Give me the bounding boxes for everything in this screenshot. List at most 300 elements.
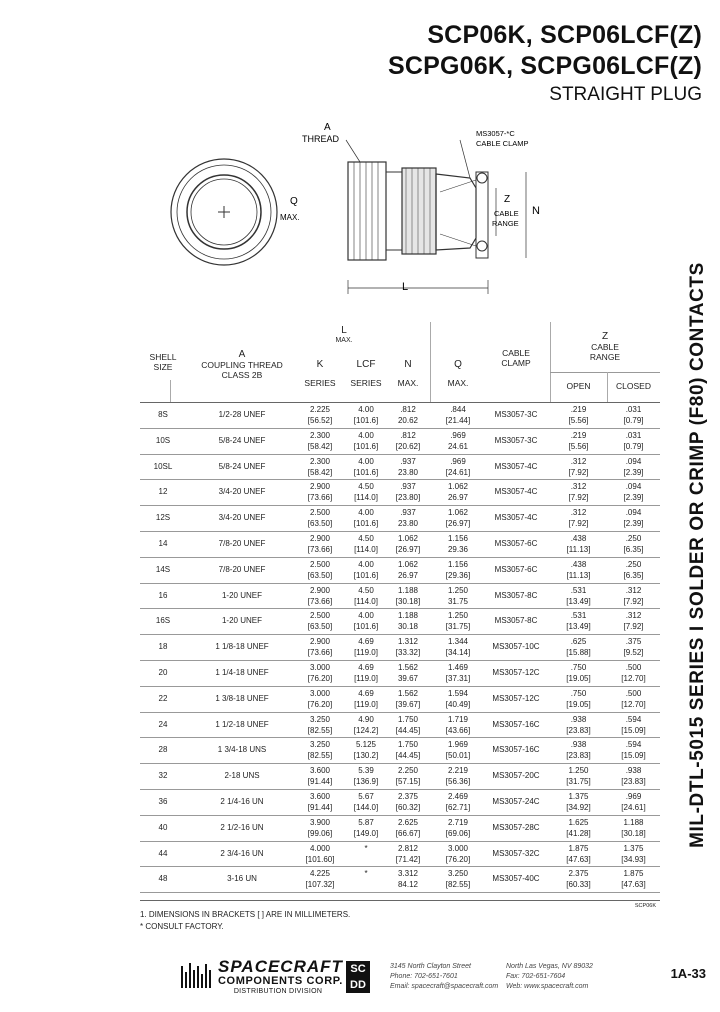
cell-value: [29.36] — [445, 570, 471, 580]
cell-value: [57.15] — [395, 777, 421, 787]
table-cell-thread: 1-20 UNEF — [221, 616, 262, 626]
n-label: N — [532, 205, 540, 217]
cell-value: [47.63] — [566, 854, 591, 864]
cell-value: .812 — [400, 430, 416, 440]
table-cell-c — [607, 662, 660, 684]
cell-value: 1.062 — [447, 482, 469, 492]
cell-value: .375 — [625, 637, 642, 647]
table-cell-o — [550, 636, 607, 658]
cell-value: [24.61] — [445, 467, 471, 477]
cell-value: [34.93] — [621, 854, 646, 864]
cell-value: [6.35] — [623, 570, 644, 580]
q-label: Q — [290, 196, 298, 207]
cell-value: .938 — [570, 740, 587, 750]
cell-value: [63.50] — [307, 570, 333, 580]
table-cell-q — [434, 533, 482, 555]
cell-value: .938 — [570, 714, 587, 724]
cell-value: [31.75] — [566, 777, 591, 787]
cell-value: * — [364, 843, 368, 853]
table-cell-o — [550, 610, 607, 632]
cell-value: 1.250 — [447, 585, 469, 595]
row-divider — [140, 815, 660, 816]
cell-value: [119.0] — [354, 674, 378, 683]
cell-value: .938 — [625, 766, 642, 776]
table-cell-shell: 48 — [158, 874, 168, 884]
cell-value: 4.00 — [358, 430, 374, 440]
cell-value: .531 — [570, 585, 587, 595]
company-corp: COMPONENTS CORP. — [218, 975, 343, 987]
table-cell-thread: 1-20 UNEF — [221, 590, 262, 600]
cell-value: 1.875 — [568, 843, 589, 853]
table-cell-k — [298, 430, 342, 452]
cell-value: 1.562 — [397, 688, 419, 698]
cell-value: [39.67] — [395, 699, 421, 709]
cell-value: [101.6] — [353, 441, 379, 451]
cell-value: 2.900 — [309, 534, 331, 543]
cell-value: [50.01] — [445, 751, 471, 761]
table-cell-c — [607, 765, 660, 787]
cell-value: 1.594 — [447, 688, 469, 698]
table-cell-shell: 16 — [158, 590, 168, 600]
side-view — [348, 162, 488, 260]
row-divider — [140, 634, 660, 635]
table-cell-thread: 5/8-24 UNEF — [218, 461, 266, 471]
cell-value: [26.97] — [395, 545, 421, 554]
table-cell-shell: 44 — [158, 848, 168, 858]
table-cell-q — [434, 456, 482, 478]
table-cell-lcf — [344, 688, 388, 710]
cell-value: 5.39 — [358, 766, 374, 776]
table-cell-q — [434, 507, 482, 529]
table-cell-c — [607, 533, 660, 555]
cell-value: 1.188 — [397, 611, 419, 621]
row-divider — [140, 866, 660, 867]
thread-label: THREAD — [302, 134, 340, 144]
cell-value: [114.0] — [354, 596, 378, 606]
cell-value: .937 — [400, 482, 416, 492]
table-cell-c — [607, 559, 660, 581]
cell-value: [7.92] — [623, 622, 644, 632]
table-cell-shell: 18 — [158, 642, 168, 652]
cell-value: [15.88] — [566, 648, 591, 658]
cell-value: [19.05] — [566, 699, 591, 709]
table-cell-clamp: MS3057-40C — [492, 874, 540, 884]
cell-value: [63.50] — [307, 622, 333, 632]
table-cell-thread: 2 1/2-16 UN — [220, 822, 264, 832]
table-cell-shell: 14S — [155, 564, 171, 574]
table-cell-thread: 7/8-20 UNEF — [218, 564, 266, 574]
cell-value: .031 — [625, 405, 642, 414]
table-cell-thread: 3-16 UN — [227, 874, 257, 884]
table-cell-k — [298, 585, 342, 607]
row-divider — [140, 892, 660, 893]
table-cell-n — [390, 533, 426, 555]
hdr-lcf: LCF SERIES — [350, 359, 382, 388]
cell-value: [114.0] — [354, 493, 378, 503]
table-cell-o — [550, 481, 607, 503]
cell-value: [24.61] — [621, 803, 646, 812]
table-cell-n — [390, 610, 426, 632]
hdr-l: L MAX. — [335, 325, 353, 344]
cell-value: [7.92] — [568, 493, 589, 503]
cell-value: 26.97 — [447, 493, 469, 503]
cell-value: 1.062 — [397, 559, 419, 569]
table-cell-c — [607, 636, 660, 658]
table-cell-n — [390, 843, 426, 865]
table-cell-n — [390, 456, 426, 478]
cell-value: .969 — [450, 456, 466, 466]
table-cell-lcf — [344, 868, 388, 879]
cell-value: [33.32] — [395, 648, 421, 658]
table-cell-lcf — [344, 585, 388, 607]
table-cell-shell: 16S — [155, 616, 171, 626]
row-divider — [140, 583, 660, 584]
cell-value: .219 — [570, 430, 587, 440]
cell-value: 4.90 — [358, 714, 374, 724]
cell-value: 2.300 — [309, 430, 331, 440]
cell-value: [41.28] — [566, 828, 591, 838]
table-cell-o — [550, 739, 607, 761]
table-cell-thread: 2-18 UNS — [224, 771, 260, 781]
cell-value: [13.49] — [566, 622, 591, 632]
row-divider — [140, 428, 660, 429]
table-cell-shell: 14 — [158, 539, 168, 548]
cell-value: 5.125 — [355, 740, 377, 750]
cell-value: [5.56] — [568, 441, 589, 451]
cell-value: 26.97 — [397, 570, 419, 580]
hdr-shell: SHELL SIZE — [149, 352, 177, 372]
spacecraft-logo-icon — [180, 960, 214, 992]
cell-value: 2.375 — [397, 792, 419, 801]
cell-value: [144.0] — [353, 803, 379, 812]
table-cell-clamp: MS3057-12C — [492, 668, 540, 677]
hdr-closed: CLOSED — [616, 381, 651, 391]
cell-value: 3.250 — [309, 740, 331, 750]
row-divider — [140, 686, 660, 687]
cell-value: .531 — [570, 611, 587, 621]
title-block — [388, 20, 702, 108]
table-cell-clamp: MS3057-12C — [492, 693, 540, 703]
cell-value: [12.70] — [621, 674, 646, 683]
table-cell-lcf — [344, 791, 388, 813]
table-cell-k — [298, 481, 342, 503]
cell-value: [30.18] — [621, 828, 646, 838]
cell-value: [12.70] — [621, 699, 646, 709]
front-view — [171, 159, 277, 265]
cell-value: .312 — [570, 456, 587, 466]
cell-value: 2.300 — [309, 456, 331, 466]
table-cell-thread: 5/8-24 UNEF — [218, 435, 266, 445]
table-cell-lcf — [344, 533, 388, 555]
table-cell-clamp: MS3057-10C — [492, 642, 540, 652]
phone-line: Phone: 702-651-7601 — [390, 973, 458, 980]
cell-value: 4.00 — [358, 559, 374, 569]
cell-value: .094 — [625, 508, 642, 518]
cell-value: [114.0] — [354, 545, 378, 554]
table-cell-n — [390, 817, 426, 839]
table-cell-shell: 22 — [158, 693, 168, 703]
table-cell-lcf — [344, 817, 388, 839]
cell-value: 2.812 — [397, 843, 419, 853]
cell-value: 4.00 — [358, 405, 374, 414]
cell-value: 23.80 — [397, 467, 419, 477]
row-divider — [140, 505, 660, 506]
cell-value: 4.69 — [358, 688, 374, 698]
cell-value: [101.6] — [353, 622, 379, 632]
table-cell-shell: 10S — [155, 435, 171, 445]
row-divider — [140, 712, 660, 713]
cell-value: [23.83] — [566, 725, 591, 735]
table-cell-c — [607, 843, 660, 865]
table-cell-n — [390, 739, 426, 761]
cell-value: [101.6] — [353, 570, 379, 580]
cell-value: 20.62 — [397, 416, 419, 425]
cell-value: 1.312 — [397, 637, 419, 647]
table-cell-c — [607, 507, 660, 529]
cell-value: 4.00 — [358, 611, 374, 621]
cell-value: 1.062 — [447, 508, 469, 518]
cell-value: .812 — [400, 405, 416, 414]
cell-value: 2.375 — [568, 869, 589, 879]
table-cell-q — [434, 481, 482, 503]
row-divider — [140, 763, 660, 764]
hdr-q: Q MAX. — [447, 359, 469, 388]
table-cell-shell: 24 — [158, 719, 168, 729]
row-divider — [140, 841, 660, 842]
table-cell-lcf — [344, 662, 388, 684]
cell-value: [21.44] — [445, 416, 471, 425]
table-cell-o — [550, 688, 607, 710]
cell-value: 4.50 — [358, 482, 374, 492]
email-line[interactable]: Email: spacecraft@spacecraft.com — [390, 983, 499, 990]
cell-value: [101.6] — [353, 519, 379, 529]
table-cell-n — [390, 585, 426, 607]
table-cell-lcf — [344, 559, 388, 581]
company-division: DISTRIBUTION DIVISION — [233, 988, 323, 995]
cell-value: 23.80 — [397, 519, 419, 529]
scdd-badge: SC DD — [346, 961, 370, 993]
table-cell-lcf — [344, 430, 388, 452]
cell-value: 4.69 — [358, 637, 374, 647]
table-cell-c — [607, 817, 660, 839]
table-cell-k — [298, 610, 342, 632]
table-cell-lcf — [344, 610, 388, 632]
address-line: 3145 North Clayton Street — [390, 963, 471, 970]
cell-value: .219 — [570, 405, 587, 414]
table-cell-clamp: MS3057-8C — [494, 616, 538, 626]
table-cell-o — [550, 533, 607, 555]
table-cell-shell: 28 — [158, 745, 168, 755]
cell-value: [0.79] — [623, 416, 644, 425]
cell-value: .094 — [625, 482, 642, 492]
table-cell-c — [607, 430, 660, 452]
table-cell-k — [298, 533, 342, 555]
cell-value: .594 — [625, 740, 642, 750]
table-cell-k — [298, 868, 342, 890]
table-cell-o — [550, 817, 607, 839]
cell-value: [119.0] — [354, 648, 378, 658]
note-2: * CONSULT FACTORY. — [140, 922, 224, 931]
table-cell-q — [434, 817, 482, 839]
table-cell-o — [550, 404, 607, 426]
cell-value: 4.50 — [358, 534, 374, 543]
cell-value: 24.61 — [447, 441, 469, 451]
table-cell-q — [434, 662, 482, 684]
cell-value: .500 — [625, 663, 642, 672]
table-cell-n — [390, 404, 426, 426]
cell-value: 1.625 — [568, 817, 589, 827]
sidebar-text: MIL-DTL-5015 SERIES I SOLDER OR CRIMP (F80) CONTACTS — [687, 262, 708, 848]
cell-value: [15.09] — [621, 751, 646, 761]
table-cell-shell: 40 — [158, 822, 168, 832]
table-cell-c — [607, 688, 660, 710]
table-cell-n — [390, 507, 426, 529]
cell-value: [60.33] — [566, 880, 591, 890]
table-cell-lcf — [344, 765, 388, 787]
cable-label: CABLE — [494, 209, 519, 218]
notes — [140, 909, 350, 933]
cell-value: .094 — [625, 456, 642, 466]
table-cell-clamp: MS3057-8C — [494, 590, 538, 600]
table-cell-n — [390, 688, 426, 710]
table-cell-q — [434, 610, 482, 632]
fax-line: Fax: 702-651-7604 — [506, 973, 566, 980]
table-cell-clamp: MS3057-4C — [494, 513, 538, 523]
cell-value: [40.49] — [445, 699, 471, 709]
row-divider — [140, 789, 660, 790]
hdr-k: K SERIES — [304, 359, 336, 388]
table-cell-clamp: MS3057-16C — [492, 745, 540, 755]
cell-value: 1.156 — [447, 559, 469, 569]
cell-value: [76.20] — [307, 699, 333, 709]
clamp-label-2: CABLE CLAMP — [476, 139, 529, 148]
table-cell-o — [550, 585, 607, 607]
row-divider — [140, 737, 660, 738]
table-cell-o — [550, 765, 607, 787]
table-cell-k — [298, 507, 342, 529]
table-cell-o — [550, 714, 607, 736]
cell-value: 1.875 — [623, 869, 644, 879]
cell-value: 4.50 — [358, 585, 374, 595]
cell-value: 5.67 — [358, 792, 374, 801]
table-cell-k — [298, 688, 342, 710]
cell-value: 1.469 — [447, 663, 469, 672]
table-cell-c — [607, 739, 660, 761]
table-cell-clamp: MS3057-4C — [494, 487, 538, 497]
cell-value: [7.92] — [623, 596, 644, 606]
table-cell-clamp: MS3057-3C — [494, 410, 538, 419]
table-cell-thread: 3/4-20 UNEF — [218, 513, 266, 523]
table-cell-o — [550, 843, 607, 865]
cell-value: 4.00 — [358, 456, 374, 466]
cell-value: * — [364, 869, 368, 879]
table-cell-thread: 1 1/2-18 UNEF — [215, 719, 269, 729]
table-cell-c — [607, 714, 660, 736]
cell-value: 3.312 — [397, 869, 419, 879]
cell-value: 2.900 — [309, 585, 331, 595]
cell-value: [76.20] — [445, 854, 471, 864]
table-cell-clamp: MS3057-4C — [494, 461, 538, 471]
cell-value: 39.67 — [397, 674, 419, 683]
table-cell-q — [434, 714, 482, 736]
cell-value: 2.225 — [309, 405, 331, 414]
table-cell-q — [434, 585, 482, 607]
cell-value: [101.6] — [353, 416, 379, 425]
q-max-label: MAX. — [280, 213, 300, 222]
table-cell-thread: 1 1/8-18 UNEF — [215, 642, 269, 652]
row-divider — [140, 531, 660, 532]
cell-value: .969 — [625, 792, 642, 801]
cell-value: [107.32] — [305, 880, 335, 890]
cell-value: [23.83] — [621, 777, 646, 787]
table-cell-clamp: MS3057-3C — [494, 435, 538, 445]
web-line[interactable]: Web: www.spacecraft.com — [506, 983, 589, 990]
cell-value: .625 — [570, 637, 587, 647]
table-cell-lcf — [344, 507, 388, 529]
cell-value: 2.469 — [447, 792, 469, 801]
z-label: Z — [504, 194, 511, 205]
cell-value: .937 — [400, 456, 416, 466]
table-cell-shell: 32 — [158, 771, 168, 781]
table-cell-o — [550, 507, 607, 529]
table-cell-n — [390, 636, 426, 658]
cell-value: [73.66] — [307, 596, 333, 606]
table-cell-k — [298, 559, 342, 581]
cell-value: 2.500 — [309, 508, 331, 518]
cell-value: 30.18 — [397, 622, 419, 632]
cell-value: 2.500 — [309, 559, 331, 569]
cell-value: [69.06] — [445, 828, 471, 838]
cell-value: 1.375 — [623, 843, 644, 853]
row-divider — [140, 557, 660, 558]
cell-value: .594 — [625, 714, 642, 724]
table-cell-k — [298, 739, 342, 761]
range-label: RANGE — [492, 219, 519, 228]
cell-value: [99.06] — [307, 828, 333, 838]
cell-value: 2.900 — [309, 637, 331, 647]
cell-value: [26.97] — [445, 519, 471, 529]
table-cell-n — [390, 481, 426, 503]
cell-value: [6.35] — [623, 545, 644, 554]
table-cell-clamp: MS3057-20C — [492, 771, 540, 781]
cell-value: 3.000 — [309, 688, 331, 698]
cell-value: [23.80] — [395, 493, 421, 503]
table-cell-k — [298, 843, 342, 865]
row-divider — [140, 660, 660, 661]
cell-value: 1.188 — [623, 817, 644, 827]
table-cell-n — [390, 714, 426, 736]
table-cell-thread: 1 1/4-18 UNEF — [215, 668, 269, 677]
table-cell-k — [298, 714, 342, 736]
cell-value: [101.6] — [353, 467, 379, 477]
table-cell-shell: 8S — [158, 410, 168, 419]
table-cell-shell: 20 — [158, 668, 168, 677]
cell-value: 3.600 — [309, 792, 331, 801]
cell-value: [91.44] — [307, 803, 333, 812]
table-cell-c — [607, 481, 660, 503]
table-cell-k — [298, 817, 342, 839]
table-cell-q — [434, 843, 482, 865]
table-cell-lcf — [344, 714, 388, 736]
row-divider — [140, 479, 660, 480]
cell-value: .500 — [625, 688, 642, 698]
table-cell-thread: 2 1/4-16 UN — [220, 797, 264, 806]
cell-value: [130.2] — [353, 751, 379, 761]
table-cell-clamp: MS3057-24C — [492, 797, 540, 806]
cell-value: [73.66] — [307, 493, 333, 503]
dimension-table — [140, 322, 660, 909]
table-cell-o — [550, 430, 607, 452]
